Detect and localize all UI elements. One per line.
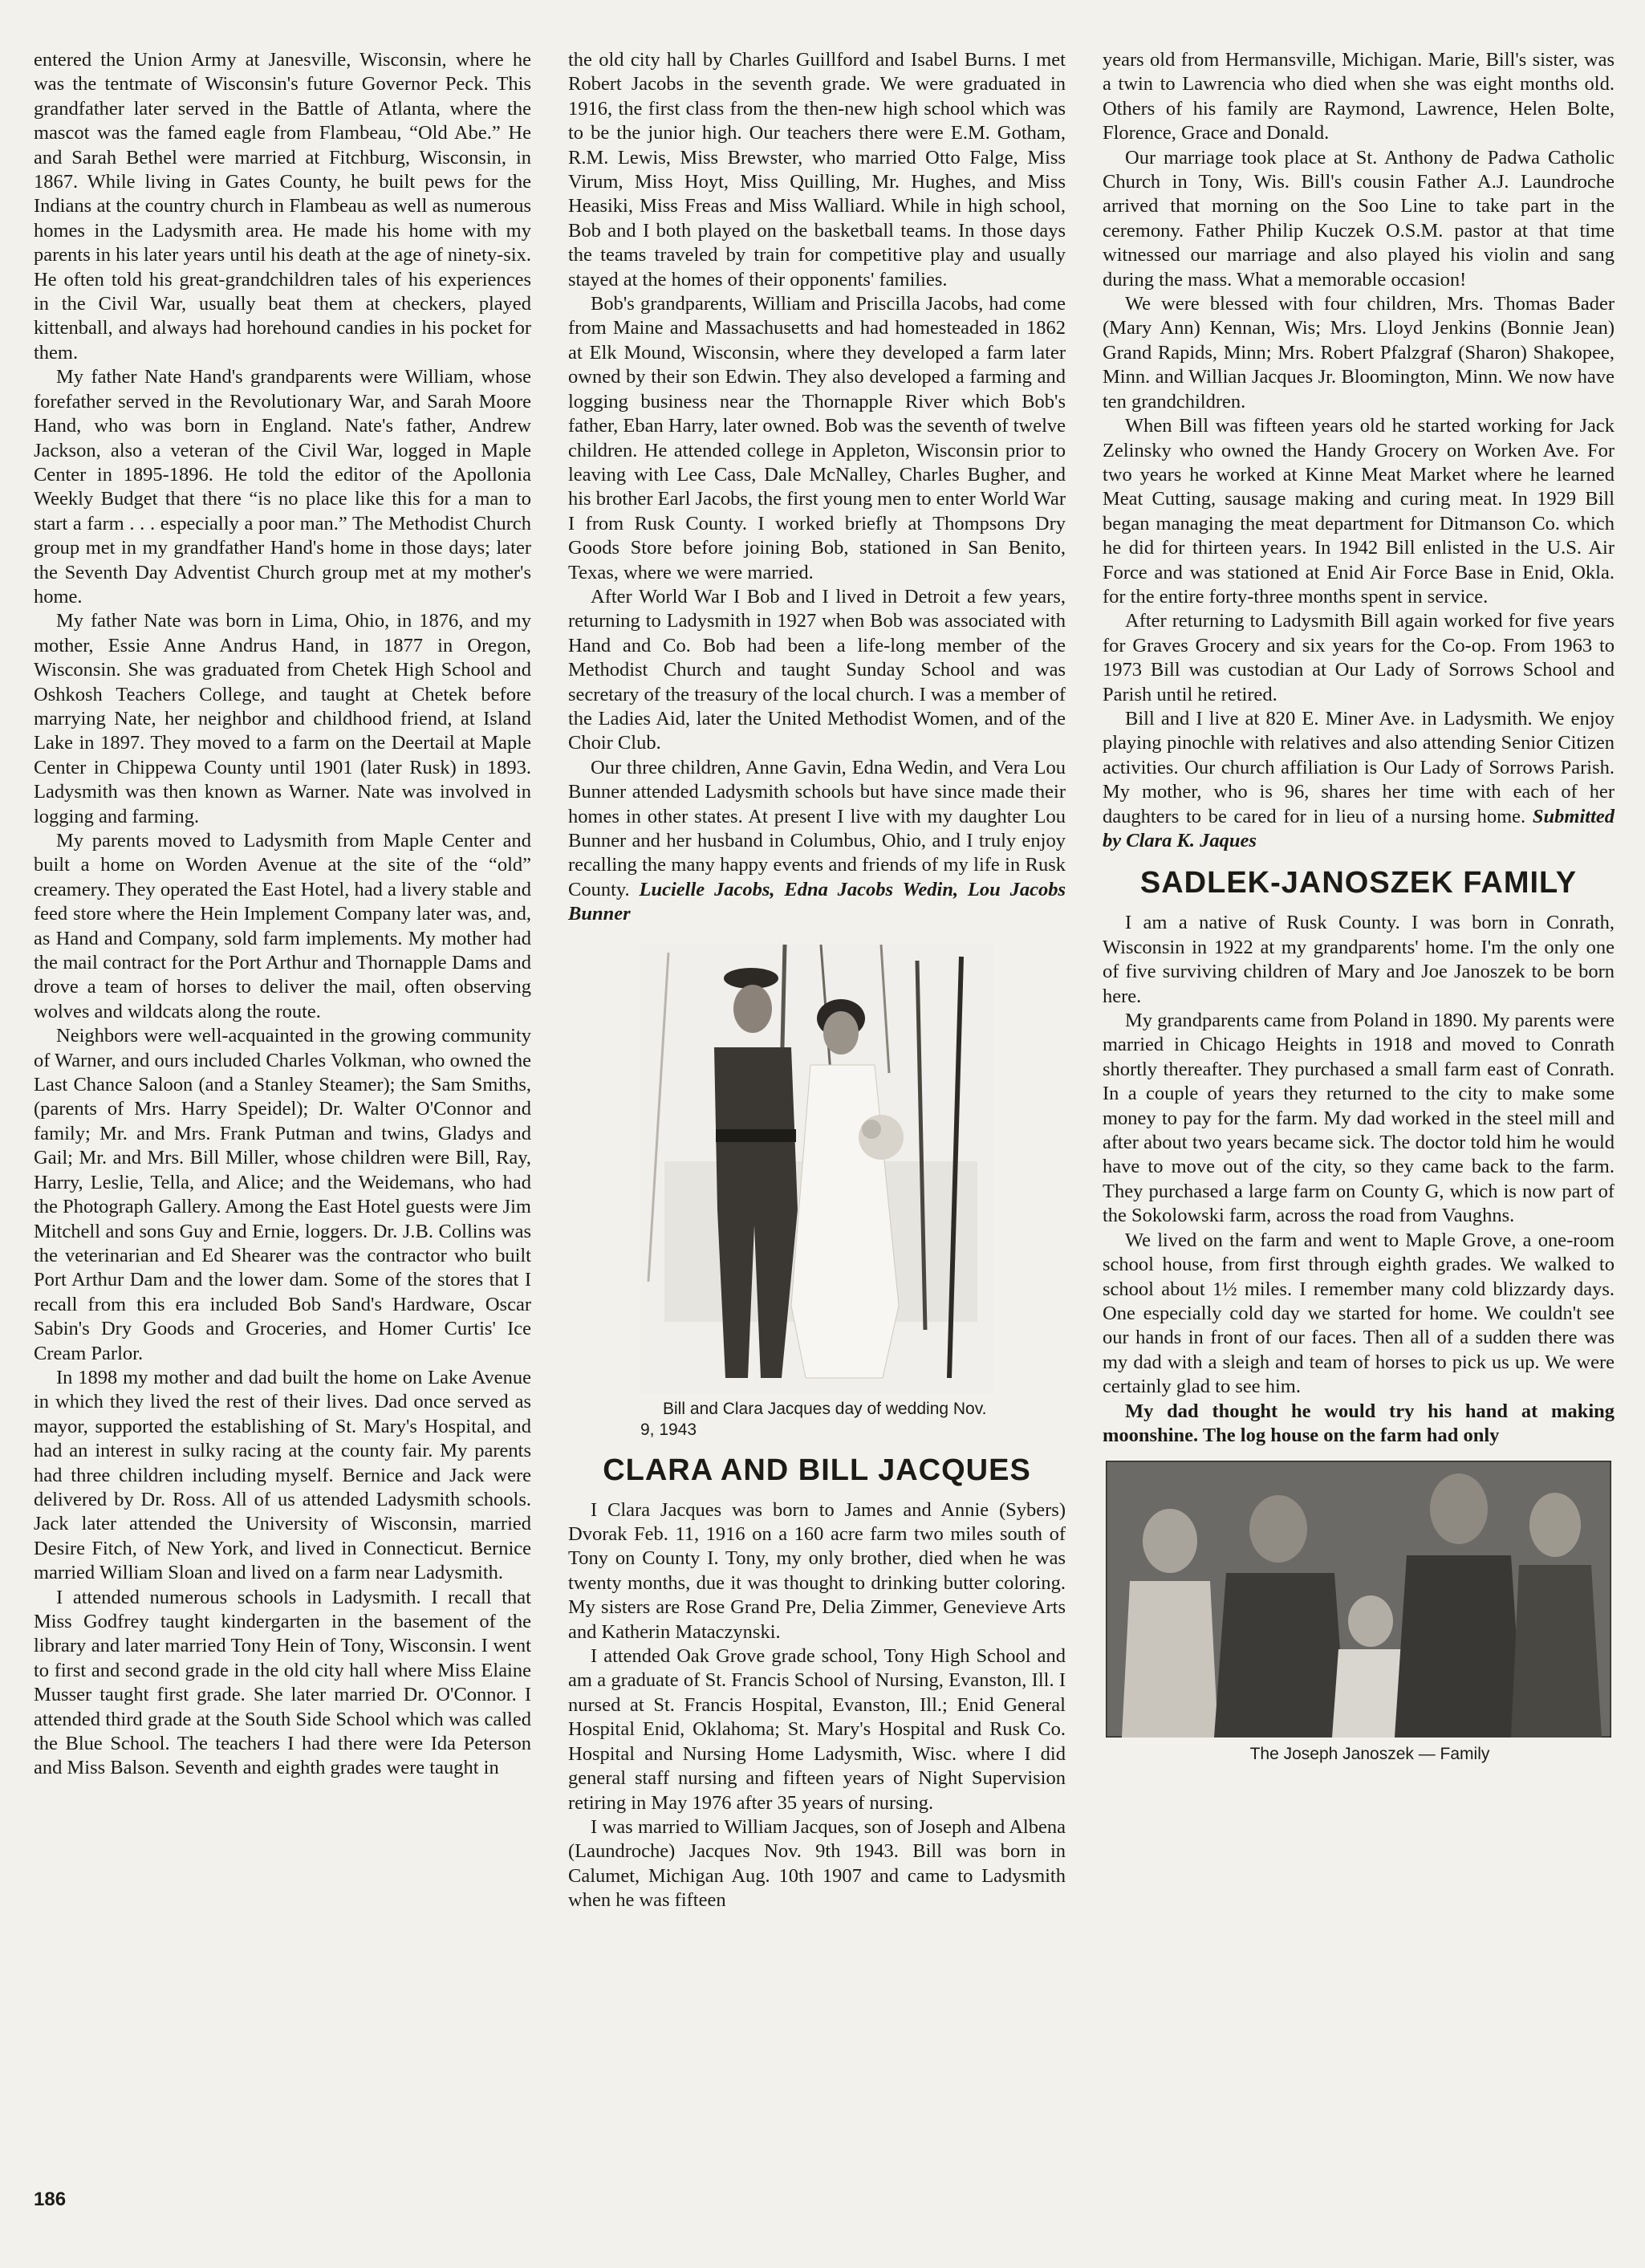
paragraph: Our marriage took place at St. Anthony de Padwa Catholic Church in Tony, Wis. Bill's cousin Father A.J. Laundroche arrived that morning on the Soo Line to take part in the ceremony. Father Philip Kuczek O.S.M. pastor at that time witnessed our marriage and also played his violin and sang during the mass. What a memorable occasion! <box>1103 146 1615 291</box>
section-heading-clara-and-bill-jacques: CLARA AND BILL JACQUES <box>603 1453 1031 1487</box>
paragraph: My parents moved to Ladysmith from Maple Center and built a home on Worden Avenue at the site of the “old” creamery. They operated the East Hotel, had a livery stable and feed store where the Hein Implement Company later was, and, as Hand and Company, sold farm implements. My mother had the mail contract for the Port Arthur and Thornapple Dams and drove a team of horses to deliver the mail, often observing wolves and wildcats along the route. <box>34 830 531 1022</box>
paragraph: We were blessed with four children, Mrs. Thomas Bader (Mary Ann) Kennan, Wis; Mrs. Lloyd Jenkins (Bonnie Jean) Grand Rapids, Minn; Mrs. Robert Pfalzgraf (Sharon) Shakopee, Minn. and Willian Jacques Jr. Bloomington, Minn. We now have ten grandchildren. <box>1103 293 1615 413</box>
paragraph: After World War I Bob and I lived in Detroit a few years, returning to Ladysmith in 1927 when Bob was associated with Hand and Co. Bob had been a life-long member of the Methodist Church and taught Sunday School and was secretary of the treasury of the local church. I was a member of the Ladies Aid, later the United Methodist Women, and of the Choir Club. <box>568 585 1066 754</box>
paragraph-text: Bill and I live at 820 E. Miner Ave. in Ladysmith. We enjoy playing pinochle with relatives and also attending Senior Citizen activities. Our church affiliation is Our Lady of Sorrows Parish. My mother, who is 96, shares her time with each of her daughters to be cared for in lieu of a nursing home. <box>1103 707 1615 827</box>
paragraph: the old city hall by Charles Guillford and Isabel Burns. I met Robert Jacobs in the seventh grade. We were graduated in 1916, the first class from the then-new high school which was to be the junior high. Our teachers there were E.M. Gotham, R.M. Lewis, Miss Brewster, who married Otto Falge, Miss Virum, Miss Hoyt, Miss Quilling, Mr. Hughes, and Miss Heasiki, Miss Freas and Miss Walliard. While in high school, Bob and I both played on the basketball teams. In those days the teams traveled by train for competitive play and usually stayed at the homes of their opponents' families. <box>568 49 1066 291</box>
paragraph: entered the Union Army at Janesville, Wisconsin, where he was the tentmate of Wisconsin's future Governor Peck. This grandfather later served in the Battle of Atlanta, where the mascot was the famed eagle from Flambeau, “Old Abe.” He and Sarah Bethel were married at Fitchburg, Wisconsin, in 1867. While living in Gates County, he built pews for the Indians at the country church in Flambeau as well as numerous homes in the Ladysmith area. He made his home with my parents in his later years until his death at the age of ninety-six. He often told his great-grandchildren tales of his experiences in the Civil War, usually beat them at checkers, played kittenball, and always had horehound candies in his pocket for them. <box>34 49 531 364</box>
photo-caption: Bill and Clara Jacques day of wedding Nov. 9, 1943 <box>640 1399 987 1439</box>
column-1 <box>34 48 531 1781</box>
paragraph: When Bill was fifteen years old he started working for Jack Zelinsky who owned the Handy Grocery on Worken Ave. For two years he worked at Kinne Meat Market where he learned Meat Cutting, sausage making and curing meat. In 1929 Bill began managing the meat department for Ditmanson Co. which he did for thirteen years. In 1942 Bill enlisted in the U.S. Air Force and was stationed at Enid Air Force Base in Enid, Okla. for the entire forty-three months spent in service. <box>1103 415 1615 608</box>
family-photo <box>1106 1461 1611 1738</box>
wedding-photo <box>640 945 993 1394</box>
paragraph: I am a native of Rusk County. I was born in Conrath, Wisconsin in 1922 at my grandparents' home. I'm the only one of five surviving children of Mary and Joe Janoszek to be born here. <box>1103 912 1615 1007</box>
paragraph: I attended Oak Grove grade school, Tony High School and am a graduate of St. Francis School of Nursing, Evanston, Ill. I nursed at St. Francis Hospital, Evanston, Ill.; Enid General Hospital Enid, Oklahoma; St. Mary's Hospital and Rusk Co. Hospital and Nursing Home Ladysmith, Wisc. where I did general staff nursing and fifteen years of Night Supervision retiring in May 1976 after 35 years of nursing. <box>568 1645 1066 1814</box>
section-heading-sadlek-janoszek-family: SADLEK-JANOSZEK FAMILY <box>1139 866 1578 900</box>
paragraph: I was married to William Jacques, son of Joseph and Albena (Laundroche) Jacques Nov. 9th 1943. Bill was born in Calumet, Michigan Aug. 10th 1907 and came to Ladysmith when he was fifteen <box>568 1815 1066 1912</box>
paragraph: My dad thought he would try his hand at making moonshine. The log house on the farm had only <box>1103 1400 1615 1446</box>
paragraph: My father Nate Hand's grandparents were William, whose forefather served in the Revolutionary War, and Sarah Moore Hand, who was born in England. Nate's father, Andrew Jackson, also a veteran of the Civil War, logged in Maple Center in 1895-1896. He told the editor of the Apollonia Weekly Budget that there “is no place like this for a man to start a farm . . . especially a poor man.” The Methodist Church group met in my grandfather Hand's home in those days; later the Seventh Day Adventist Church group met at my mother's home. <box>34 366 531 608</box>
paragraph: years old from Hermansville, Michigan. Marie, Bill's sister, was a twin to Lawrencia who died when she was eight months old. Others of his family are Raymond, Lawrence, Helen Bolte, Florence, Grace and Donald. <box>1103 49 1615 144</box>
column-3 <box>1103 48 1615 1765</box>
paragraph: In 1898 my mother and dad built the home on Lake Avenue in which they lived the rest of their lives. Dad once served as mayor, supported the establishing of St. Mary's Hospital, and had an interest in sulky racing at the county fair. My parents had three children including myself. Bernice and Jack were delivered by Dr. Ross. All of us attended Ladysmith schools. Jack later attended the University of Wisconsin, married Desire Fitch, of New York, and lived in Connecticut. Bernice married William Sloan and lived on a farm near Ladysmith. <box>34 1366 531 1584</box>
signature: Lucielle Jacobs, Edna Jacobs Wedin, Lou Jacobs Bunner <box>568 878 1066 925</box>
paragraph-text: Our three children, Anne Gavin, Edna Wedin, and Vera Lou Bunner attended Ladysmith schools but have since made their homes in other states. At present I live with my daughter Lou Bunner and her husband in Columbus, Ohio, and I truly enjoy recalling the many happy events and friends of my life in Rusk County. <box>568 756 1066 900</box>
column-2 <box>568 48 1066 1913</box>
paragraph: I Clara Jacques was born to James and Annie (Sybers) Dvorak Feb. 11, 1916 on a 160 acre farm two miles south of Tony on County I. Tony, my only brother, died when he was twenty months, due it was thought to drinking butter coloring. My sisters are Rose Grand Pre, Delia Zimmer, Genevieve Arts and Katherin Mataczynski. <box>568 1498 1066 1643</box>
paragraph <box>568 756 1066 927</box>
paragraph: Neighbors were well-acquainted in the growing community of Warner, and ours included Charles Volkman, who owned the Last Chance Saloon (and a Stanley Steamer); the Sam Smiths, (parents of Mrs. Harry Speidel); Dr. Walter O'Connor and family; Mr. and Mrs. Frank Putman and twins, Gladys and Gail; Mr. and Mrs. Bill Miller, whose children were Bill, Ray, Harry, Leslie, Tella, and Alice; and the Weidemans, who had the Photograph Gallery. Among the East Hotel guests were Jim Mitchell and sons Guy and Ernie, loggers. Dr. J.B. Collins was the veterinarian and Ed Shearer was the contractor who built Port Arthur Dam and the lower dam. Some of the stores that I recall from this era included Bob Sand's Hardware, Oscar Sabin's Dry Goods and Groceries, and Homer Curtis' Ice Cream Parlor. <box>34 1025 531 1364</box>
paragraph: After returning to Ladysmith Bill again worked for five years for Graves Grocery and six years for the Co-op. From 1963 to 1973 Bill was custodian at Our Lady of Sorrows School and Parish until he retired. <box>1103 610 1615 705</box>
signature: Submitted by Clara K. Jaques <box>1103 805 1615 852</box>
paragraph: My grandparents came from Poland in 1890. My parents were married in Chicago Heights in 1918 and moved to Conrath shortly thereafter. They purchased a small farm east of Conrath. In a couple of years they returned to the city to make some money to pay for the farm. My dad worked in the steel mill and after about two years became sick. The doctor told him he would have to move out of the city, so they came back to the farm. They purchased a large farm on County G, which is now part of the Sokolowski farm, across the road from Vaughns. <box>1103 1010 1615 1227</box>
photo-caption: The Joseph Janoszek — Family <box>1249 1745 1490 1764</box>
paragraph: I attended numerous schools in Ladysmith. I recall that Miss Godfrey taught kindergarten in the basement of the library and later married Tony Hein of Tony, Wisconsin. I went to first and second grade in the old city hall where Miss Elaine Musser taught first grade. She later married Dr. O'Connor. I attended third grade at the South Side School which was called the Blue School. The teachers I had there were Ida Peterson and Miss Balson. Seventh and eighth grades were taught in <box>34 1586 531 1779</box>
paragraph <box>1103 707 1615 853</box>
paragraph: We lived on the farm and went to Maple Grove, a one-room school house, from first through eighth grades. We walked to school about 1½ miles. I remember many cold blizzardy days. One especially cold day we started for home. We couldn't see our hands in front of our faces. Then all of a sudden there was my dad with a sleigh and team of horses to pick us up. We were certainly glad to see him. <box>1103 1229 1615 1398</box>
paragraph: Bob's grandparents, William and Priscilla Jacobs, had come from Maine and Massachusetts and had homesteaded in 1862 at Elk Mound, Wisconsin, where they developed a farm later owned by their son Edwin. They also developed a farming and logging business near the Thornapple River which Bob's father, Eban Harry, later owned. Bob was the seventh of twelve children. He attended college in Appleton, Wisconsin prior to leaving with Lee Cass, Dale McNalley, Charles Bugher, and his brother Earl Jacobs, the first young men to enter World War I from Rusk County. I worked briefly at Thompsons Dry Goods Store before joining Bob, stationed in San Benito, Texas, where we were married. <box>568 293 1066 583</box>
paragraph: My father Nate was born in Lima, Ohio, in 1876, and my mother, Essie Anne Andrus Hand, in 1877 in Oregon, Wisconsin. She was graduated from Chetek High School and Oshkosh Teachers College, and taught at Chetek before marrying Nate, her neighbor and childhood friend, at Island Lake in 1897. They moved to a farm on the Deertail at Maple Center in Chippewa County until 1901 (later Rusk) in 1893. Ladysmith was then known as Warner. Nate was involved in logging and farming. <box>34 610 531 827</box>
page-number: 186 <box>34 2189 67 2210</box>
